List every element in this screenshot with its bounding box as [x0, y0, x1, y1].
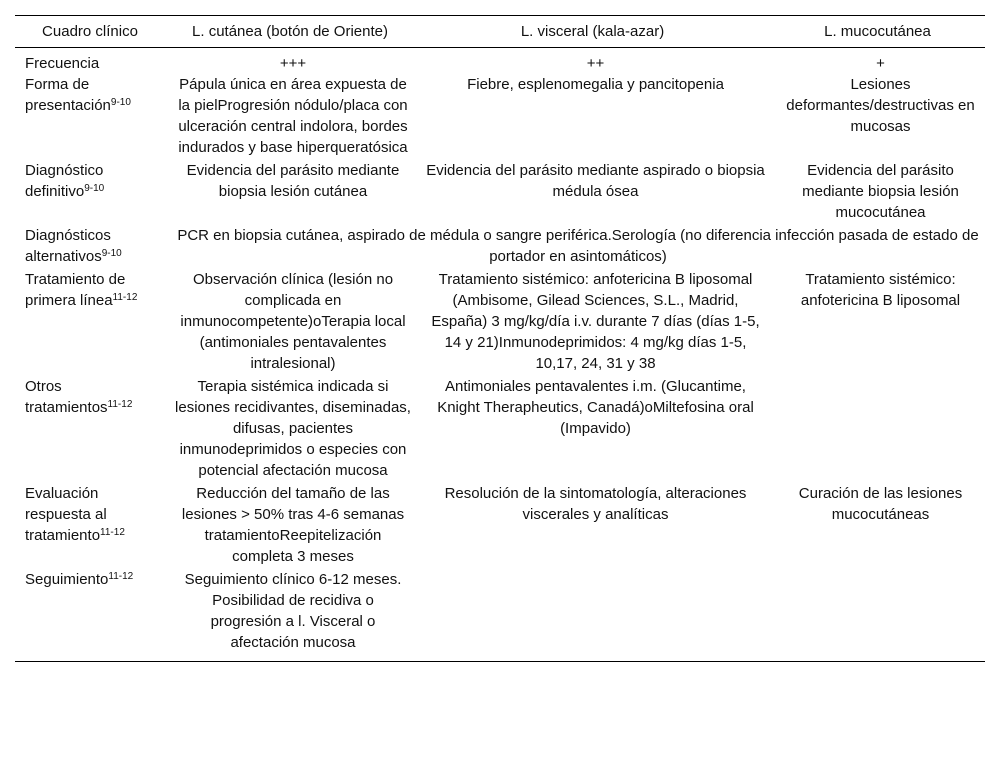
cell-visceral [415, 569, 770, 662]
row-label: Diagnósticos alternativos$^{9-10}$ [25, 227, 122, 265]
reference-superscript: 9-10 [110, 97, 131, 108]
row-label: Diagnóstico definitivo$^{9-10}$ [25, 162, 105, 200]
cell-merged: PCR en biopsia cutánea, aspirado de médula o sangre periférica.Serología (no diferencia infección pasada de estado de portador en asintomáticos) [177, 227, 979, 265]
cell-mucocutanea: Lesiones deformantes/destructivas en mucosas [786, 76, 975, 135]
cell-cutanea: Terapia sistémica indicada si lesiones recidivantes, diseminadas, difusas, pacientes inmunodeprimidos o especies con potencial afectación mucosa [175, 378, 411, 479]
table-row [15, 74, 985, 160]
header-cutanea: L. cutánea (botón de Oriente) [165, 16, 415, 48]
cell-cutanea: Observación clínica (lesión no complicada en inmunocompetente)oTerapia local (antimoniales pentavalentes intralesional) [180, 271, 406, 372]
table-row [15, 269, 985, 376]
header-visceral: L. visceral (kala-azar) [415, 16, 770, 48]
row-label: Tratamiento de primera línea$^{11-12}$ [25, 271, 138, 309]
reference-superscript: 9-10 [84, 183, 105, 194]
row-label: Forma de presentación$^{9-10}$ [25, 76, 131, 114]
cell-visceral: Fiebre, esplenomegalia y pancitopenia [467, 76, 724, 93]
reference-superscript: 11-12 [100, 527, 125, 538]
clinical-table [15, 15, 985, 662]
reference-superscript: 11-12 [107, 399, 133, 410]
header-mucocutanea: L. mucocutánea [770, 16, 985, 48]
table-row [15, 483, 985, 569]
table-row [15, 376, 985, 483]
header-cuadro-clinico: Cuadro clínico [15, 16, 165, 48]
table-row [15, 569, 985, 662]
table-header [15, 16, 985, 48]
cell-cutanea: +++ [279, 55, 307, 72]
table-row [15, 48, 985, 75]
row-label: Seguimiento$^{11-12}$ [15, 569, 165, 662]
row-label: Otros tratamientos$^{11-12}$ [25, 378, 133, 416]
cell-cutanea: Evidencia del parásito mediante biopsia lesión cutánea [186, 162, 400, 200]
cell-mucocutanea: Curación de las lesiones mucocutáneas [798, 485, 963, 523]
row-label: Frecuencia [25, 55, 100, 72]
cell-visceral: Resolución de la sintomatología, alteraciones viscerales y analíticas [444, 485, 747, 523]
cell-visceral: Evidencia del parásito mediante aspirado o biopsia médula ósea [426, 162, 765, 200]
cell-cutanea: Pápula única en área expuesta de la pielProgresión nódulo/placa con ulceración central indolora, bordes indurados y base hiperqueratósica [178, 76, 408, 156]
row-label: Evaluación respuesta al tratamiento$^{11-12}$ [25, 485, 125, 544]
table-row [15, 160, 985, 225]
cell-cutanea: Seguimiento clínico 6-12 meses. Posibilidad de recidiva o progresión a l. Visceral o afectación mucosa [165, 569, 415, 662]
reference-superscript: 9-10 [101, 248, 122, 259]
cell-mucocutanea: Tratamiento sistémico: anfotericina B liposomal [800, 271, 961, 309]
cell-mucocutanea: Evidencia del parásito mediante biopsia lesión mucocutánea [802, 162, 959, 221]
cell-visceral: Tratamiento sistémico: anfotericina B liposomal (Ambisome, Gilead Sciences, S.L., Madrid, España) 3 mg/kg/día i.v. durante 7 días (días 1-5, 14 y 21)Inmunodeprimidos: 4 mg/kg días 1-5, 10,17, 24, 31 y 38 [431, 271, 760, 372]
reference-superscript: 11-12 [108, 571, 134, 582]
table-row [15, 225, 985, 269]
cell-visceral: Antimoniales pentavalentes i.m. (Glucantime, Knight Therapheutics, Canadá)oMiltefosina oral (Impavido) [437, 378, 754, 437]
cell-cutanea: Reducción del tamaño de las lesiones > 50% tras 4-6 semanas tratamientoReepitelización completa 3 meses [181, 485, 405, 565]
cell-mucocutanea [770, 376, 985, 483]
cell-mucocutanea: + [876, 55, 885, 72]
reference-superscript: 11-12 [112, 292, 138, 303]
cell-visceral: ++ [586, 55, 605, 72]
cell-mucocutanea [770, 569, 985, 662]
